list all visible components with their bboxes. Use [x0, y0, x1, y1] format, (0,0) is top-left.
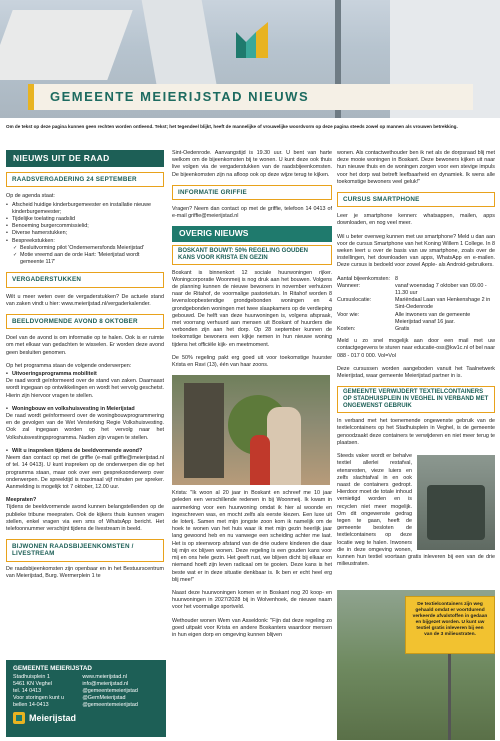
agenda-list — [6, 202, 164, 267]
detail-value: vanaf woensdag 7 oktober van 09.00 - 11.30 uur — [395, 282, 487, 297]
footer-address — [13, 674, 74, 709]
agenda-intro: Op de agenda staat: — [6, 193, 55, 200]
disclaimer-text: Om de tekst op deze pagina kunnen geen rechten worden ontleend. Tekst; het tegendeel blijkt, heeft de mannelijke of vrouwelijke woordvorm op deze pagina steeds zowel op mannen als vrouwen betrekking. — [6, 124, 458, 129]
footer-links — [82, 674, 159, 709]
agenda-item: • Afscheid huidige kinderburgemeester en installatie nieuwe kinderburgemeester; — [6, 202, 164, 216]
continued-text: wonen. Als contactwethouder ben ik net als de dorpsraad blij met deze mooie woningen in Boskant. Deze bewoners kijken uit naar hun nieuwe thuis en de woningen zorgen voor een stevige impuls voor het dorp wat betreft leefbaarheid en dynamiek. Ik wens alle toekomstige bewoners veel geluk!" — [337, 150, 495, 185]
topic-inspreken: • Wilt u inspreken tijdens de beeldvormende avond? — [6, 448, 164, 455]
heading-cursus-smartphone: CURSUS SMARTPHONE — [337, 192, 495, 207]
beeldvormend-paragraph: Doel van de avond is om informatie op te halen. Ook is er ruimte om met elkaar van gedachten te wisselen. Er worden deze avond geen besluiten genomen. — [6, 335, 164, 356]
sign-pole — [448, 654, 451, 740]
topic-mobiliteit: • Uitvoeringsprogramma mobiliteit — [6, 371, 164, 378]
agenda-subitem: ✓ Motie vreemd aan de orde Hart: 'Meierijstad wordt gemeente 117' — [6, 252, 164, 266]
section-title-raad: NIEUWS UIT DE RAAD — [6, 150, 164, 167]
textiel-paragraph: Steeds vaker wordt er behalve textiel allerlei restafval, etensresten, vieze luiers en zelfs slachtafval in en ook naast de containers gedropt. Hierdoor moet de totale inhoud vernietigd worden en is recyclen niet meer mogelijk. Om dit ongewenste gedrag tegen te gaan, heeft de gemeente besloten de textielcontainers op deze locatie weg te halen. Inwoners die in deze omgeving wonen, kunnen hun textiel voortaan gratis inleveren bij een van de drie milieustraten. — [337, 453, 495, 568]
twitter-link[interactable]: @GemMeierijstad — [82, 695, 126, 701]
address-line: 5461 KN Veghel — [13, 681, 52, 687]
footer-brand — [13, 712, 159, 724]
heading-meepraten: Meepraten? — [6, 497, 37, 504]
heading-vergaderstukken: VERGADERSTUKKEN — [6, 272, 164, 287]
column-right — [337, 150, 495, 574]
boskant-paragraph: Krista: "Ik woon al 20 jaar in Boskant en schreef me 10 jaar geleden een verschillende redenen in bij Woonmeij. Ik kwam in aanmerking voor een huurwoning omdat ik hier al woonde en ingeschreven was, en mocht zelfs als eerste kiezen. Een luxe uit de loterij. Samen met mijn jongste zoon kom ik namelijk om de hoek te wonen van het huis waar ik met mijn gezin heerlijk jaar lang gewoond heb en nu vanwege een scheiding achter me laat. Het is op steenworp afstand van de drie oudere kinderen die daar bij mijn ex blijven wonen. Deze regeling is een gouden kans voor mij en ons hele gezin. Het geeft rust, we blijven dicht bij elkaar en niemand hoeft zijn leven radicaal om te gooien. Deze kans is het beste wat er in deze situatie denkbaar is. Ik ben er echt heel erg blij mee!" — [172, 490, 332, 583]
beeldvormend-paragraph: De raad wordt geïnformeerd over de woningbouwprogrammering en de gevolgen van de Wet Versterking Regie Volkshuisvesting. Ook zal ingegaan worden op het vervolg naar het Volkshuisvestingsprogramma. Nadien zijn vragen te stellen. — [6, 413, 164, 441]
meepraten-text: Tijdens de beeldvormende avond kunnen belangstellenden op de publieke tribune meepraten. Ook de kijkers thuis kunnen vragen stellen, enkel vragen via een sms of WhatsApp bericht. Het telefoonnummer verschijnt tijdens de livestream in beeld. — [6, 504, 164, 532]
cursus-details — [337, 276, 495, 334]
flag-image — [142, 0, 219, 95]
heading-informatie-griffie: INFORMATIE GRIFFIE — [172, 185, 332, 200]
textiel-paragraph: In verband met het toenemende ongewenste gebruik van de textielcontainers op het Stadhuisplein in Veghel, is de gemeente genoodzaakt deze containers te verwijderen en niet meer terug te plaatsen. — [337, 418, 495, 446]
flag-image — [0, 10, 133, 80]
beeldvormend-paragraph: Neem dan contact op met de griffie (e-mail griffie@meierijstad.nl of tel. 14 0413). U kunt inspreken op de onderwerpen die op het programma staan, maar ook over een gespreksonderwerp over onderwerpen. De spreektijd is maximaal vijf minuten per spreker. Aanmelding is mogelijk tot 7 oktober, 12.00 uur. — [6, 455, 164, 490]
heading-raadsvergadering: RAADSVERGADERING 24 SEPTEMBER — [6, 172, 164, 187]
heading-beeldvormende-avond: BEELDVORMENDE AVOND 8 OKTOBER — [6, 314, 164, 329]
heading-boskant-bouwt: BOSKANT BOUWT: 50% REGELING GOUDEN KANS VOOR KRISTA EN GEZIN — [172, 245, 332, 265]
brand-name: Meierijstad — [29, 712, 77, 723]
detail-value: Gratis — [395, 326, 410, 333]
heading-textielcontainers: GEMEENTE VERWIJDERT TEXTIELCONTAINERS OP STADHUISPLEIN IN VEGHEL IN VERBAND MET ONGEWENST GEBRUIK — [337, 386, 495, 413]
vergaderstukken-text: Wilt u meer weten over de vergaderstukken? De actuele stand van zaken vindt u hier: www.meierijstad.nl/vergaderkalender. — [6, 293, 164, 307]
agenda-item: • Benoeming burgercommissielid; — [6, 223, 164, 230]
boskant-paragraph: Wethouder wonen Wem van Asseldonk: "Fijn dat deze regeling zo goed uitpakt voor Krista en andere Boskanters waardoor mensen in hun eigen dorp en omgeving kunnen blijven — [172, 617, 332, 638]
agenda-item: • Diverse hamerstukken; — [6, 230, 164, 237]
column-middle — [172, 150, 332, 645]
detail-label: Voor wie: — [337, 311, 360, 318]
header-banner — [0, 0, 500, 118]
cursus-paragraph: Deze cursussen worden aangeboden vanuit het Taalnetwerk Meierijstad, waar gemeente Meierijstad partner in is. — [337, 365, 495, 380]
meierijstad-logo-icon — [13, 712, 25, 724]
email-link[interactable]: info@meierijstad.nl — [82, 681, 129, 687]
phone-line: tel. 14 0413 — [13, 688, 42, 694]
bijwonen-text: De raadsbijeenkomsten zijn openbaar en in het Bestuurscentrum van Meierijstad, Burg. Wermerplein 1 te — [6, 565, 164, 579]
footer-title: GEMEENTE MEIERIJSTAD — [13, 665, 92, 672]
website-link[interactable]: www.meierijstad.nl — [82, 674, 127, 680]
detail-label: Kosten: — [337, 326, 356, 333]
agenda-item: • Tijdelijke toelating raadslid — [6, 216, 164, 223]
detail-label: Wanneer: — [337, 282, 361, 289]
cursus-paragraph: Leer je smartphone kennen: whatsappen, mailen, apps downloaden, en nog veel meer. — [337, 213, 495, 227]
cursus-paragraph: Meld u zo snel mogelijk aan door een mail met uw contactgegevens te sturen naar educatie-oss@kw1c.nl of bel naar 088 - 017 0 000. Vol=Vol — [337, 338, 495, 359]
boskant-paragraph: Boskant is binnenkort 12 sociale huurwoningen rijker. Woningcorporatie Woonmeij is nog druk aan het bouwen. Volgens de planning kunnen de nieuwe bewoners in november verhuizen naar de Ritahof, de voormalige pastorietuin. In Ritahof worden 8 levensloopbestendige grondgebonden woningen en 4 grondgebonden woningen met twee slaapkamers op de verdieping gebouwd. De helft van deze huurwoningen is, volgens afspraak, met voorrang verhuurd aan mensen uit Boskant of huurders die verbonden zijn aan het dorp. Op 28 september kunnen de toekomstige bewoners een kijkje nemen in hun nieuwe woning tijdens het officiële kijk- en meetmoment. — [172, 269, 332, 348]
griffie-text: Vragen? Neem dan contact op met de griffie, telefoon 14 0413 of e-mail griffie@meierijstad.nl — [172, 206, 332, 220]
beeldvormend-paragraph: De raad wordt geïnformeerd over de stand van zaken. Daarnaast wordt ingegaan op ontwikkelingen en wordt het vervolg geschetst. Hierin zijn hiervoor vragen te stellen. — [6, 378, 164, 399]
instagram-link[interactable]: @gemeentemeierijstad — [82, 702, 138, 708]
agenda-subitem: ✓ Besluitvorming pilot 'Ondernemersfonds Meierijstad' — [6, 245, 164, 252]
heading-bijwonen: BIJWONEN RAADSBIJEENKOMSTEN / LIVESTREAM — [6, 539, 164, 561]
krista-photo — [172, 375, 330, 485]
section-title-overig: OVERIG NIEUWS — [172, 226, 332, 241]
detail-value: Alle inwoners van de gemeente Meierijstad vanaf 16 jaar. — [395, 311, 471, 325]
beeldvormend-paragraph: Op het programma staan de volgende onderwerpen: — [6, 362, 132, 369]
boskant-paragraph: De 50% regeling pakt erg goed uit voor toekomstige huurster Krista en Ravi (13), één van haar zoons. — [172, 354, 332, 369]
agenda-item: • Bespreekstukken: — [6, 238, 164, 245]
cursus-paragraph: Wil u beter overweg kunnen met uw smartphone? Meld u dan aan voor de cursus Smartphone van het Koning Willem 1 College. In 8 weken leert u over de basis van uw smartphone, zoals over de instellingen, het downloaden van apps, WhatsApp en e-mailen. Deze cursus is bedoeld voor zowel Apple- als Android-gebruikers. — [337, 233, 495, 269]
meierijstad-logo-icon — [232, 18, 272, 62]
topic-woningbouw: • Woningbouw en volkshuisvesting in Meierijstad — [6, 406, 164, 413]
detail-value: 8 — [395, 275, 398, 282]
facebook-link[interactable]: @gemeentemeierijstad — [82, 688, 138, 694]
banner-title: GEMEENTE MEIERIJSTAD NIEUWS — [50, 89, 310, 104]
boskant-paragraph: Naast deze huurwoningen komen er in Boskant nog 20 koop- en huurwoningen in 2027/2028 bij in Wolvenhoek, de nieuwe naam voor het voormalige sportveld. — [172, 589, 332, 611]
detail-label: Cursuslocatie: — [337, 297, 372, 304]
textiel-container-photo — [417, 455, 495, 550]
address-line: Stadhuisplein 1 — [13, 674, 50, 680]
detail-label: Aantal bijeenkomsten: — [337, 275, 391, 282]
storing-line: Voor storingen kunt u bellen 14-0413 — [13, 695, 64, 708]
detail-value: Mariëndaal Laan van Henkenshage 2 in Sint-Oedenrode — [395, 297, 491, 311]
column-left — [6, 150, 164, 586]
contact-footer — [6, 660, 166, 737]
textiel-sign: De textielcontainers zijn weg gehaald omdat er voortdurend verkeerde afvalstoffen in gedaan en bijgezet worden. U kunt uw textiel gratis inleveren bij een van de 3 milieustraten. — [405, 596, 495, 654]
continued-text: Sint-Oedenrode. Aanvangstijd is 19.30 uur. U bent van harte welkom om de bijeenkomsten bij te wonen. U kunt deze ook thuis live volgen via de vergaderstukken van de raadsbijeenkomsten. De bijeenkomsten zijn na afloop ook op deze wijze terug te kijken. — [172, 150, 332, 178]
